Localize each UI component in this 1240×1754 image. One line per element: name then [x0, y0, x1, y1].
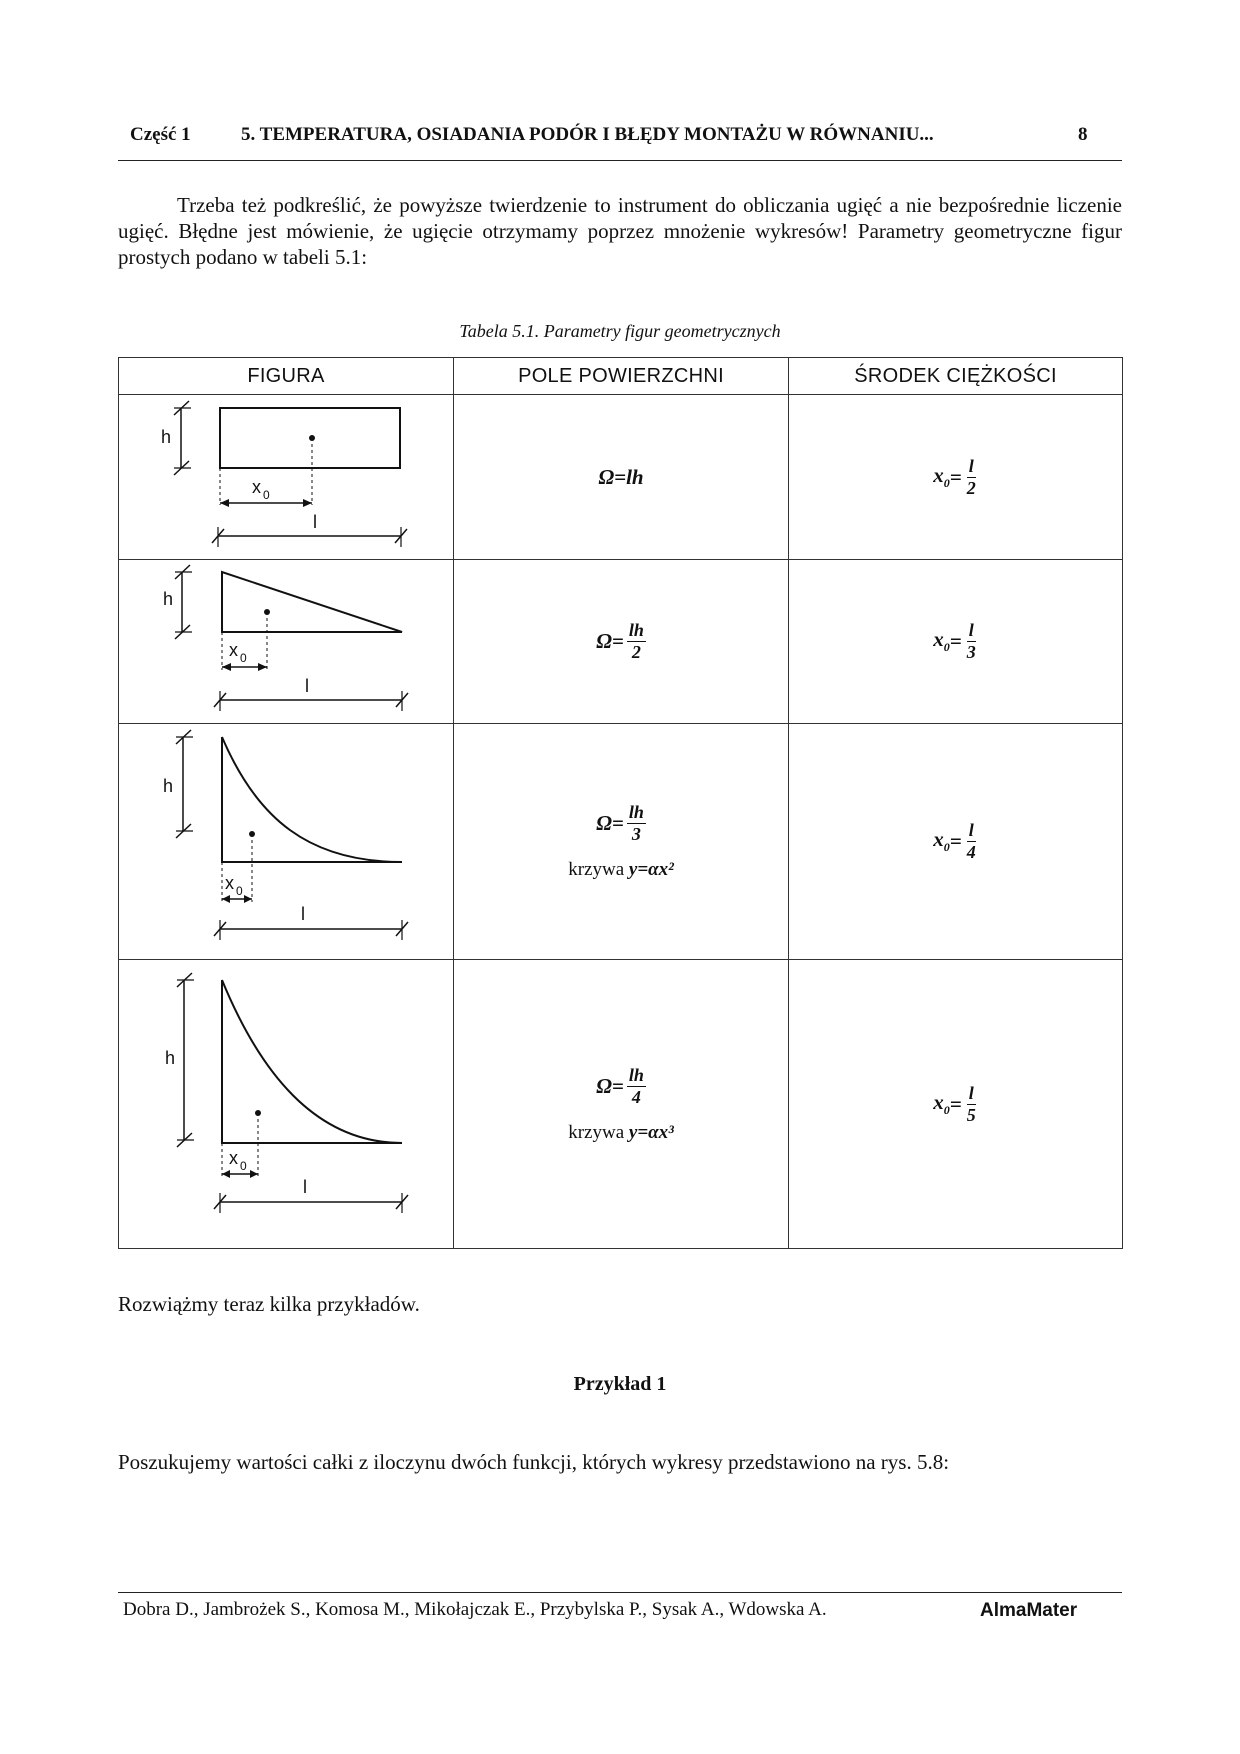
- example-title: Przykład 1: [573, 1373, 667, 1395]
- page-footer: [123, 1599, 1123, 1621]
- area-prefix: Ω=: [596, 1073, 624, 1098]
- header-centroid: ŚRODEK CIĘŻKOŚCI: [789, 358, 1123, 395]
- area-numerator: lh: [628, 802, 644, 822]
- height-label: h: [165, 1048, 176, 1068]
- footer-rule: [118, 1592, 1122, 1593]
- curve-note: [454, 859, 788, 881]
- centroid-x-label: x: [229, 1148, 238, 1168]
- area-denominator: 3: [631, 824, 641, 844]
- centroid-cell: [789, 395, 1123, 560]
- centroid-symbol: [933, 627, 950, 655]
- area-formula: [596, 1065, 646, 1108]
- area-prefix: Ω=: [596, 629, 624, 653]
- centroid-symbol: [933, 463, 950, 491]
- area-cell: [454, 395, 789, 560]
- cubic-figure: [119, 960, 453, 1248]
- area-denominator: 4: [631, 1086, 641, 1107]
- centroid-denominator: 5: [966, 1104, 976, 1125]
- height-label: h: [161, 427, 172, 447]
- centroid-x-sub: 0: [240, 651, 247, 665]
- centroid-x-label: x: [225, 873, 234, 893]
- centroid-x-sub: 0: [236, 884, 243, 898]
- figure-cell: [119, 560, 454, 724]
- centroid-letter: x: [933, 1089, 944, 1114]
- centroid-fraction: [965, 620, 978, 663]
- centroid-cell: [789, 724, 1123, 960]
- centroid-letter: x: [933, 627, 944, 652]
- centroid-fraction: [965, 456, 978, 499]
- centroid-subscript: 0: [943, 640, 950, 655]
- centroid-symbol: [933, 827, 950, 855]
- header-rule: [118, 160, 1122, 161]
- table-header-row: [119, 358, 1123, 395]
- centroid-equals: =: [949, 1091, 962, 1116]
- centroid-fraction: [965, 1083, 978, 1126]
- area-fraction: [627, 802, 646, 845]
- centroid-x-sub: 0: [240, 1159, 247, 1173]
- area-prefix: Ω=: [598, 464, 627, 489]
- centroid-numerator: l: [968, 620, 974, 640]
- centroid-x-sub: 0: [263, 488, 270, 502]
- centroid-numerator: l: [968, 455, 974, 476]
- table-caption: Tabela 5.1. Parametry figur geometrycznych: [459, 321, 781, 341]
- centroid-symbol: [933, 1090, 950, 1118]
- table-row: [119, 395, 1123, 560]
- curve-note: [454, 1122, 788, 1144]
- header-chapter-title: 5. TEMPERATURA, OSIADANIA PODÓR I BŁĘDY MONTAŻU W RÓWNANIU...: [241, 124, 934, 145]
- length-label: l: [313, 512, 317, 532]
- centroid-denominator: 4: [966, 842, 976, 862]
- figure-cell: [119, 724, 454, 960]
- centroid-subscript: 0: [943, 840, 950, 855]
- area-prefix: Ω=: [596, 811, 624, 835]
- area-cell: [454, 560, 789, 724]
- header-area: POLE POWIERZCHNI: [454, 358, 789, 395]
- parabola-figure: [119, 724, 453, 959]
- header-figure: FIGURA: [119, 358, 454, 395]
- parameters-table: [118, 357, 1123, 1249]
- figure-cell: [119, 960, 454, 1249]
- length-label: l: [303, 1177, 307, 1197]
- centroid-numerator: l: [968, 820, 974, 840]
- figure-cell: [119, 395, 454, 560]
- example-text: Poszukujemy wartości całki z iloczynu dwóch funkcji, których wykresy przedstawiono na rys. 5.8:: [118, 1450, 950, 1474]
- centroid-formula: [933, 620, 977, 663]
- height-label: h: [163, 589, 174, 609]
- area-denominator: 2: [631, 642, 641, 662]
- centroid-formula: [933, 456, 977, 499]
- centroid-formula: [933, 1083, 977, 1126]
- centroid-subscript: 0: [943, 1103, 950, 1118]
- centroid-equals: =: [949, 829, 962, 853]
- area-formula: [598, 465, 643, 490]
- centroid-cell: [789, 960, 1123, 1249]
- table-row: [119, 960, 1123, 1249]
- area-cell: [454, 960, 789, 1249]
- curve-expression: y=αx²: [628, 859, 674, 880]
- centroid-fraction: [965, 820, 978, 863]
- rectangle-figure: [119, 395, 453, 559]
- centroid-letter: x: [933, 827, 944, 852]
- table-row: [119, 560, 1123, 724]
- area-numerator: lh: [628, 1064, 644, 1085]
- centroid-cell: [789, 560, 1123, 724]
- area-value: lh: [626, 464, 644, 489]
- footer-brand: AlmaMater: [980, 1600, 1078, 1621]
- page-number: 8: [1078, 124, 1088, 145]
- centroid-x-label: x: [229, 640, 238, 660]
- curve-label: krzywa: [568, 859, 625, 880]
- centroid-equals: =: [949, 629, 962, 653]
- area-formula: [596, 802, 646, 845]
- after-table-text: Rozwiążmy teraz kilka przykładów.: [118, 1292, 420, 1316]
- area-fraction: [627, 620, 646, 663]
- centroid-letter: x: [933, 462, 944, 487]
- area-fraction: [627, 1065, 646, 1108]
- area-formula: [596, 620, 646, 663]
- centroid-denominator: 3: [966, 642, 976, 662]
- curve-label: krzywa: [568, 1121, 625, 1143]
- centroid-subscript: 0: [943, 476, 950, 491]
- centroid-formula: [933, 820, 977, 863]
- area-numerator: lh: [628, 620, 644, 640]
- table-row: [119, 724, 1123, 960]
- triangle-figure: [119, 560, 453, 723]
- page-header: [118, 122, 1086, 150]
- length-label: l: [305, 676, 309, 696]
- area-cell: [454, 724, 789, 960]
- curve-expression: y=αx³: [628, 1121, 674, 1143]
- centroid-equals: =: [949, 464, 962, 489]
- centroid-denominator: 2: [966, 477, 976, 498]
- height-label: h: [163, 776, 174, 796]
- intro-text: Trzeba też podkreślić, że powyższe twierdzenie to instrument do obliczania ugięć a nie bezpośrednie liczenie ugięć. Błędne jest mówienie, że ugięcie otrzymamy poprzez mnożenie wykresów! Parametry geometryczne figur prostych podano w tabeli 5.1:: [118, 193, 1122, 269]
- centroid-numerator: l: [968, 1082, 974, 1103]
- footer-authors: Dobra D., Jambrożek S., Komosa M., Mikołajczak E., Przybylska P., Sysak A., Wdowska A.: [123, 1599, 827, 1620]
- intro-paragraph: [118, 192, 1122, 270]
- header-part: Część 1: [130, 124, 191, 145]
- length-label: l: [301, 904, 305, 924]
- centroid-x-label: x: [252, 477, 261, 497]
